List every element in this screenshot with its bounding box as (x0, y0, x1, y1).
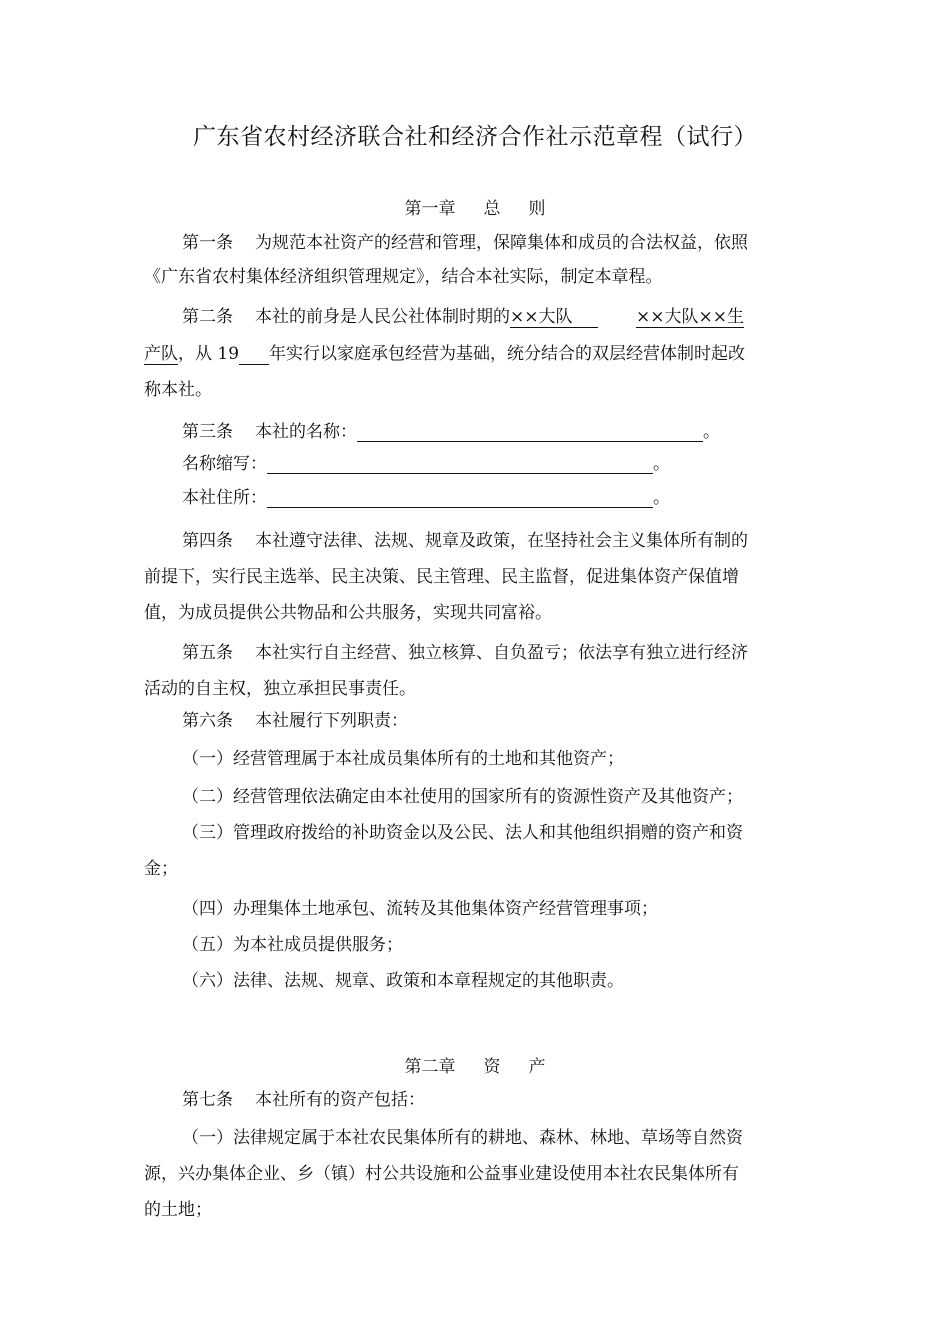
article-3-label: 第三条 (182, 422, 233, 442)
article-6-line-1: 第六条 本社履行下列职责： (182, 711, 408, 731)
article-3-name-line: 第三条 本社的名称： 。 (182, 422, 720, 442)
article-4-line-1: 第四条 本社遵守法律、法规、规章及政策，在坚持社会主义集体所有制的 (182, 531, 748, 551)
article-1-line-1: 第一条 为规范本社资产的经营和管理，保障集体和成员的合法权益，依照 (182, 233, 748, 253)
brigade-fill-blank: ××大队 (510, 307, 598, 328)
article-3-abbr-line: 名称缩写： 。 (182, 454, 670, 474)
article-6-item-2: （二）经营管理依法确定由本社使用的国家所有的资源性资产及其他资产； (182, 787, 743, 807)
article-5-label: 第五条 (182, 643, 233, 663)
article-2-line-1: 第二条 本社的前身是人民公社体制时期的××大队 ××大队××生 (182, 307, 744, 327)
article-6-item-6: （六）法律、法规、规章、政策和本章程规定的其他职责。 (182, 971, 624, 991)
article-5-line-2: 活动的自主权，独立承担民事责任。 (144, 679, 416, 699)
chapter-1-heading (0, 194, 950, 219)
chapter-1-title-char-1: 总 (483, 199, 501, 219)
production-team-fill: 产队 (144, 344, 178, 364)
article-6-item-3-cont: 金； (144, 859, 178, 879)
article-1-line-2: 《广东省农村集体经济组织管理规定》，结合本社实际，制定本章程。 (144, 267, 663, 287)
document-title: 广东省农村经济联合社和经济合作社示范章程（试行） (193, 124, 757, 150)
year-blank (239, 344, 269, 365)
article-4-line-3: 值，为成员提供公共物品和公共服务，实现共同富裕。 (144, 603, 552, 623)
article-4-label: 第四条 (182, 531, 233, 551)
article-6-item-3: （三）管理政府拨给的补助资金以及公民、法人和其他组织捐赠的资产和资 (182, 823, 743, 843)
org-name-blank (357, 421, 703, 442)
chapter-2-heading (0, 1052, 950, 1077)
chapter-2-number: 第二章 (404, 1057, 456, 1077)
article-2-label: 第二条 (182, 307, 233, 327)
article-5-line-1: 第五条 本社实行自主经营、独立核算、自负盈亏；依法享有独立进行经济 (182, 643, 748, 663)
address-blank (267, 487, 653, 508)
article-2-line-2: 产队，从 19 年实行以家庭承包经营为基础，统分结合的双层经营体制时起改 (144, 344, 746, 364)
article-6-item-5: （五）为本社成员提供服务； (182, 935, 403, 955)
name-abbr-blank (267, 453, 653, 474)
article-7-item-1-cont-1: 源，兴办集体企业、乡（镇）村公共设施和公益事业建设使用本社农民集体所有 (144, 1164, 739, 1184)
article-7-item-1: （一）法律规定属于本社农民集体所有的耕地、森林、林地、草场等自然资 (182, 1128, 743, 1148)
chapter-1-title-char-2: 则 (528, 199, 546, 219)
article-7-line-1: 第七条 本社所有的资产包括： (182, 1090, 425, 1110)
chapter-2-title-char-1: 资 (483, 1057, 501, 1077)
article-2-line-3: 称本社。 (144, 380, 212, 400)
article-6-item-4: （四）办理集体土地承包、流转及其他集体资产经营管理事项； (182, 899, 658, 919)
article-6-label: 第六条 (182, 711, 233, 731)
article-7-item-1-cont-2: 的土地； (144, 1200, 212, 1220)
chapter-1-number: 第一章 (404, 199, 456, 219)
article-7-label: 第七条 (182, 1090, 233, 1110)
article-3-addr-line: 本社住所： 。 (182, 488, 670, 508)
chapter-2-title-char-2: 产 (528, 1057, 546, 1077)
article-1-label: 第一条 (182, 233, 233, 253)
team-fill-blank: ××大队××生 (636, 307, 744, 327)
article-4-line-2: 前提下，实行民主选举、民主决策、民主管理、民主监督，促进集体资产保值增 (144, 567, 739, 587)
article-6-item-1: （一）经营管理属于本社成员集体所有的土地和其他资产； (182, 749, 624, 769)
